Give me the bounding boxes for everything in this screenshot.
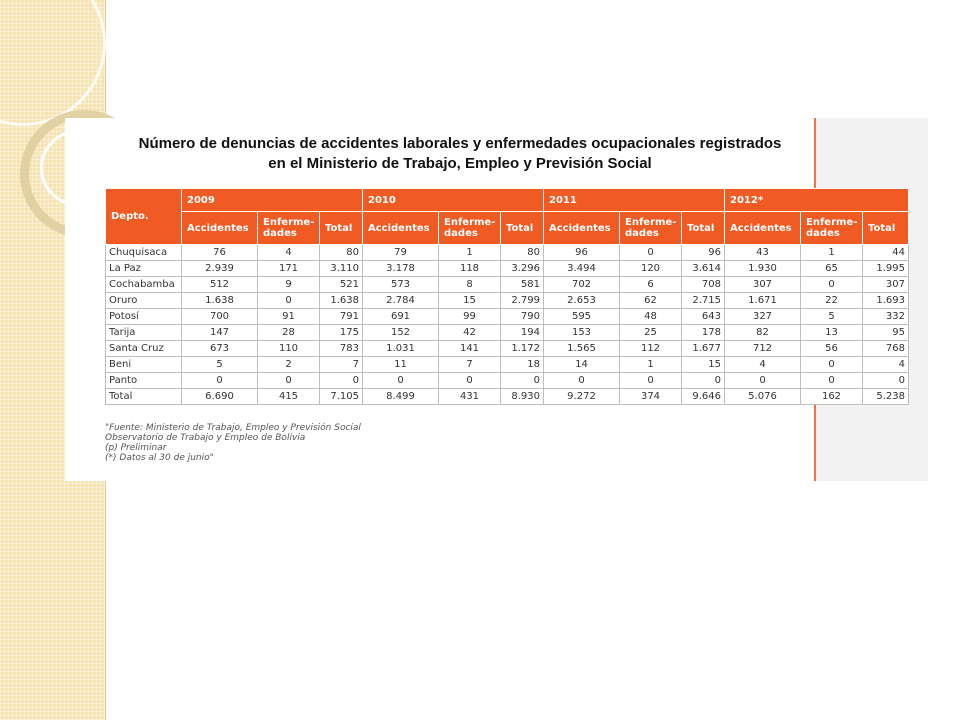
table-cell: 1.638 bbox=[320, 293, 363, 309]
table-cell: 791 bbox=[320, 309, 363, 325]
table-cell: 712 bbox=[725, 341, 801, 357]
table-cell: 7.105 bbox=[320, 389, 363, 405]
table-cell: 3.178 bbox=[363, 261, 439, 277]
table-cell: 0 bbox=[258, 373, 320, 389]
table-cell: 643 bbox=[682, 309, 725, 325]
table-cell: 42 bbox=[439, 325, 501, 341]
table-cell: 1.671 bbox=[725, 293, 801, 309]
column-header: Accidentes bbox=[725, 212, 801, 245]
table-row bbox=[106, 341, 909, 357]
depto-header: Depto. bbox=[106, 189, 182, 245]
table-cell: 1 bbox=[620, 357, 682, 373]
table-cell: 783 bbox=[320, 341, 363, 357]
table-cell: 2.784 bbox=[363, 293, 439, 309]
table-cell: 96 bbox=[682, 245, 725, 261]
table-row bbox=[106, 277, 909, 293]
row-label: Santa Cruz bbox=[106, 341, 182, 357]
table-cell: 152 bbox=[363, 325, 439, 341]
table-cell: 307 bbox=[863, 277, 909, 293]
row-label: Potosí bbox=[106, 309, 182, 325]
column-header: Total bbox=[682, 212, 725, 245]
table-cell: 99 bbox=[439, 309, 501, 325]
table-cell: 595 bbox=[544, 309, 620, 325]
table-cell: 147 bbox=[182, 325, 258, 341]
table-cell: 112 bbox=[620, 341, 682, 357]
table-row bbox=[106, 293, 909, 309]
table-cell: 7 bbox=[320, 357, 363, 373]
table-cell: 56 bbox=[801, 341, 863, 357]
table-cell: 2.799 bbox=[501, 293, 544, 309]
table-cell: 175 bbox=[320, 325, 363, 341]
table-cell: 1.995 bbox=[863, 261, 909, 277]
table-cell: 673 bbox=[182, 341, 258, 357]
table-row bbox=[106, 309, 909, 325]
table-cell: 141 bbox=[439, 341, 501, 357]
table-cell: 82 bbox=[725, 325, 801, 341]
table-cell: 5.076 bbox=[725, 389, 801, 405]
source-notes bbox=[105, 423, 525, 463]
table-cell: 0 bbox=[544, 373, 620, 389]
column-header: Enferme- dades bbox=[258, 212, 320, 245]
table-cell: 0 bbox=[620, 373, 682, 389]
table-cell: 0 bbox=[725, 373, 801, 389]
table-cell: 1.930 bbox=[725, 261, 801, 277]
table-cell: 700 bbox=[182, 309, 258, 325]
row-label: Cochabamba bbox=[106, 277, 182, 293]
decorative-circle-icon bbox=[0, 0, 106, 126]
column-header: Enferme- dades bbox=[620, 212, 682, 245]
row-label: Oruro bbox=[106, 293, 182, 309]
table-cell: 7 bbox=[439, 357, 501, 373]
year-header: 2010 bbox=[363, 189, 544, 212]
table-cell: 0 bbox=[320, 373, 363, 389]
table-cell: 79 bbox=[363, 245, 439, 261]
table-cell: 327 bbox=[725, 309, 801, 325]
table-cell: 4 bbox=[258, 245, 320, 261]
table-cell: 110 bbox=[258, 341, 320, 357]
table-cell: 9.272 bbox=[544, 389, 620, 405]
table-cell: 13 bbox=[801, 325, 863, 341]
row-label: Panto bbox=[106, 373, 182, 389]
table-cell: 0 bbox=[439, 373, 501, 389]
table-cell: 0 bbox=[682, 373, 725, 389]
column-header: Total bbox=[320, 212, 363, 245]
table-cell: 0 bbox=[620, 245, 682, 261]
table-cell: 1.565 bbox=[544, 341, 620, 357]
row-label: Beni bbox=[106, 357, 182, 373]
table-cell: 1.638 bbox=[182, 293, 258, 309]
table-cell: 708 bbox=[682, 277, 725, 293]
table-cell: 171 bbox=[258, 261, 320, 277]
table-row bbox=[106, 261, 909, 277]
table-cell: 178 bbox=[682, 325, 725, 341]
table-cell: 80 bbox=[320, 245, 363, 261]
column-header: Total bbox=[501, 212, 544, 245]
table-cell: 1.172 bbox=[501, 341, 544, 357]
table-cell: 15 bbox=[439, 293, 501, 309]
table-cell: 2.939 bbox=[182, 261, 258, 277]
table-cell: 153 bbox=[544, 325, 620, 341]
table-cell: 581 bbox=[501, 277, 544, 293]
table-cell: 28 bbox=[258, 325, 320, 341]
column-header: Enferme- dades bbox=[439, 212, 501, 245]
table-cell: 573 bbox=[363, 277, 439, 293]
row-label: Tarija bbox=[106, 325, 182, 341]
table-cell: 95 bbox=[863, 325, 909, 341]
table-cell: 1 bbox=[801, 245, 863, 261]
table-row bbox=[106, 389, 909, 405]
table-cell: 43 bbox=[725, 245, 801, 261]
note-line: "Fuente: Ministerio de Trabajo, Empleo y Previsión Social bbox=[105, 423, 361, 433]
table-cell: 6.690 bbox=[182, 389, 258, 405]
table-cell: 9 bbox=[258, 277, 320, 293]
year-header: 2012* bbox=[725, 189, 909, 212]
table-cell: 2 bbox=[258, 357, 320, 373]
table-cell: 162 bbox=[801, 389, 863, 405]
table-cell: 512 bbox=[182, 277, 258, 293]
table-title bbox=[65, 134, 855, 174]
table-cell: 702 bbox=[544, 277, 620, 293]
year-header: 2011 bbox=[544, 189, 725, 212]
table-cell: 0 bbox=[863, 373, 909, 389]
table-cell: 3.296 bbox=[501, 261, 544, 277]
table-cell: 0 bbox=[801, 357, 863, 373]
table-cell: 6 bbox=[620, 277, 682, 293]
table-row bbox=[106, 245, 909, 261]
column-header: Accidentes bbox=[182, 212, 258, 245]
table-cell: 14 bbox=[544, 357, 620, 373]
table-row bbox=[106, 373, 909, 389]
table-cell: 25 bbox=[620, 325, 682, 341]
table-cell: 2.715 bbox=[682, 293, 725, 309]
table-cell: 5 bbox=[801, 309, 863, 325]
table-cell: 8.930 bbox=[501, 389, 544, 405]
table-cell: 4 bbox=[725, 357, 801, 373]
table-cell: 8.499 bbox=[363, 389, 439, 405]
table-cell: 118 bbox=[439, 261, 501, 277]
table-cell: 3.110 bbox=[320, 261, 363, 277]
table-cell: 790 bbox=[501, 309, 544, 325]
column-header: Accidentes bbox=[544, 212, 620, 245]
table-cell: 1.031 bbox=[363, 341, 439, 357]
table-cell: 521 bbox=[320, 277, 363, 293]
table-cell: 1.677 bbox=[682, 341, 725, 357]
table-cell: 80 bbox=[501, 245, 544, 261]
column-header: Accidentes bbox=[363, 212, 439, 245]
table-row bbox=[106, 325, 909, 341]
table-cell: 415 bbox=[258, 389, 320, 405]
accidents-table bbox=[105, 188, 909, 405]
table-cell: 768 bbox=[863, 341, 909, 357]
table-cell: 332 bbox=[863, 309, 909, 325]
table-cell: 62 bbox=[620, 293, 682, 309]
table-cell: 2.653 bbox=[544, 293, 620, 309]
table-cell: 0 bbox=[363, 373, 439, 389]
table-cell: 44 bbox=[863, 245, 909, 261]
table-cell: 76 bbox=[182, 245, 258, 261]
table-cell: 18 bbox=[501, 357, 544, 373]
table-cell: 1.693 bbox=[863, 293, 909, 309]
column-header: Total bbox=[863, 212, 909, 245]
note-line: Observatorio de Trabajo y Empleo de Bolivia bbox=[105, 433, 306, 443]
table-cell: 15 bbox=[682, 357, 725, 373]
table-cell: 194 bbox=[501, 325, 544, 341]
table-cell: 48 bbox=[620, 309, 682, 325]
table-cell: 1 bbox=[439, 245, 501, 261]
table-cell: 0 bbox=[801, 277, 863, 293]
table-cell: 8 bbox=[439, 277, 501, 293]
table-cell: 5.238 bbox=[863, 389, 909, 405]
table-cell: 91 bbox=[258, 309, 320, 325]
table-cell: 691 bbox=[363, 309, 439, 325]
table-cell: 22 bbox=[801, 293, 863, 309]
table-cell: 96 bbox=[544, 245, 620, 261]
table-cell: 0 bbox=[501, 373, 544, 389]
table-cell: 120 bbox=[620, 261, 682, 277]
table-cell: 0 bbox=[258, 293, 320, 309]
table-cell: 11 bbox=[363, 357, 439, 373]
table-cell: 5 bbox=[182, 357, 258, 373]
table-cell: 0 bbox=[182, 373, 258, 389]
table-cell: 9.646 bbox=[682, 389, 725, 405]
note-line: (p) Preliminar bbox=[105, 443, 167, 453]
year-header: 2009 bbox=[182, 189, 363, 212]
table-cell: 374 bbox=[620, 389, 682, 405]
column-header: Enferme- dades bbox=[801, 212, 863, 245]
table-cell: 0 bbox=[801, 373, 863, 389]
row-label: Chuquisaca bbox=[106, 245, 182, 261]
title-line-1: Número de denuncias de accidentes laborales y enfermedades ocupacionales registrados bbox=[138, 135, 782, 152]
table-cell: 4 bbox=[863, 357, 909, 373]
table-cell: 307 bbox=[725, 277, 801, 293]
table-cell: 3.614 bbox=[682, 261, 725, 277]
table-cell: 65 bbox=[801, 261, 863, 277]
row-label: Total bbox=[106, 389, 182, 405]
table-row bbox=[106, 357, 909, 373]
row-label: La Paz bbox=[106, 261, 182, 277]
table-cell: 431 bbox=[439, 389, 501, 405]
note-line: (*) Datos al 30 de junio" bbox=[105, 453, 214, 463]
table-image bbox=[65, 118, 926, 481]
title-line-2: en el Ministerio de Trabajo, Empleo y Previsión Social bbox=[268, 155, 652, 172]
table-cell: 3.494 bbox=[544, 261, 620, 277]
